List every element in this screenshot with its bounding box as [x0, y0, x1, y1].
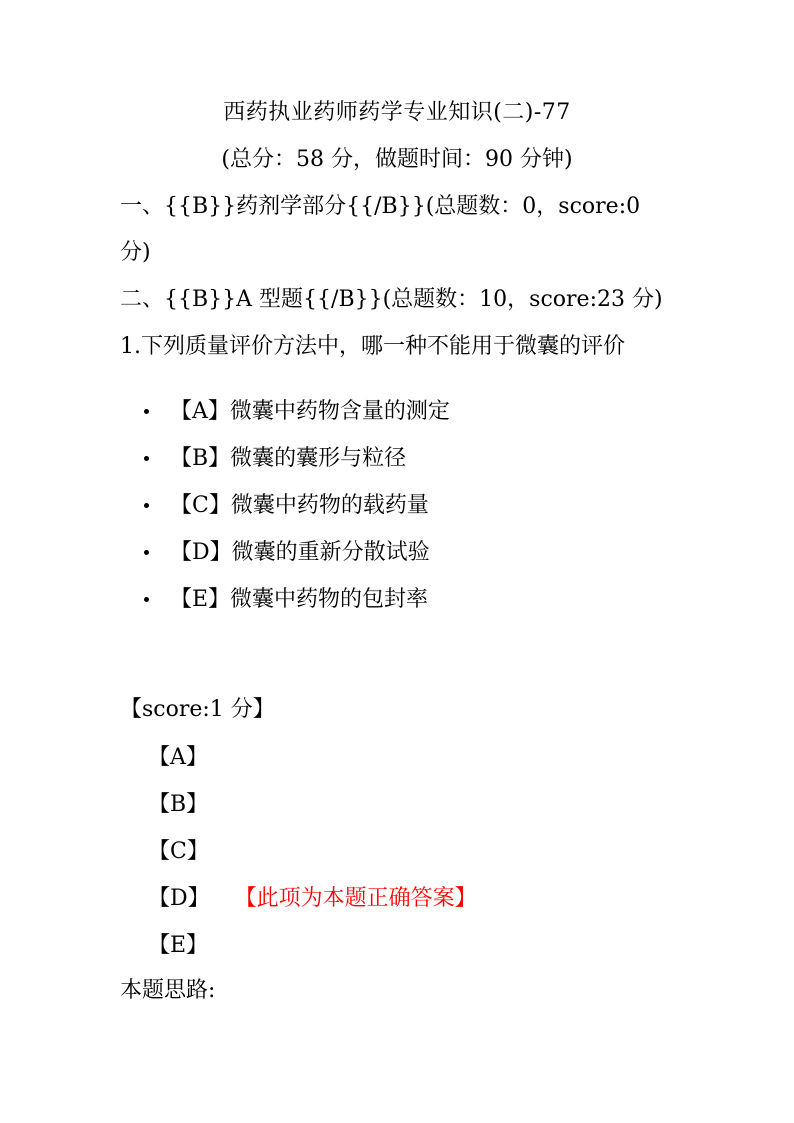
answer-label: 【B】 — [148, 792, 209, 817]
bullet-icon — [144, 456, 149, 461]
solution-thinking-label: 本题思路: — [120, 978, 216, 1003]
section-2-heading: 二、{{B}}A 型题{{/B}}(总题数：10，score:23 分) — [120, 287, 663, 312]
question-text: 1.下列质量评价方法中，哪一种不能用于微囊的评价 — [120, 334, 625, 359]
option-label: 【E】微囊中药物的包封率 — [170, 587, 429, 612]
answer-item — [148, 781, 477, 828]
bullet-icon — [144, 550, 149, 555]
correct-answer-marker: 【此项为本题正确答案】 — [245, 886, 477, 911]
answer-label: 【E】 — [148, 933, 209, 958]
answer-label: 【C】 — [148, 839, 209, 864]
section-1-heading-continued: 分) — [120, 240, 151, 265]
answer-label: 【D】 — [148, 886, 210, 911]
bullet-icon — [144, 597, 149, 602]
bullet-icon — [144, 503, 149, 508]
bullet-icon — [144, 409, 149, 414]
option-item — [140, 529, 450, 576]
option-list — [140, 388, 450, 623]
answer-item — [148, 734, 477, 781]
document-title: 西药执业药师药学专业知识(二)-77 — [223, 100, 571, 125]
option-label: 【B】微囊的囊形与粒径 — [170, 446, 407, 471]
section-1-heading: 一、{{B}}药剂学部分{{/B}}(总题数：0，score:0 — [120, 194, 641, 219]
option-label: 【A】微囊中药物含量的测定 — [170, 399, 450, 424]
option-item — [140, 482, 450, 529]
answer-label: 【A】 — [148, 745, 208, 770]
answer-item — [148, 922, 477, 969]
option-item — [140, 576, 450, 623]
answer-list — [148, 734, 477, 969]
option-item — [140, 435, 450, 482]
answer-item — [148, 828, 477, 875]
option-label: 【D】微囊的重新分散试验 — [170, 540, 430, 565]
option-item — [140, 388, 450, 435]
option-label: 【C】微囊中药物的载药量 — [170, 493, 429, 518]
score-label: 【score:1 分】 — [120, 697, 275, 722]
answer-item — [148, 875, 477, 922]
document-subtitle: (总分：58 分，做题时间：90 分钟) — [221, 147, 573, 172]
